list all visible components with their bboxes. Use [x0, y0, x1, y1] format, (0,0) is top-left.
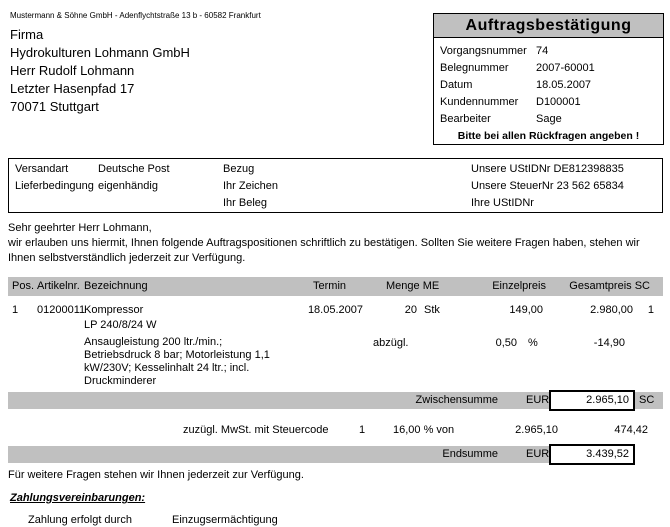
ihr-beleg-label: Ihr Beleg: [223, 197, 268, 209]
info-row-belegnummer: [440, 60, 663, 77]
info-value: Sage: [536, 113, 562, 125]
info-row-kundennummer: [440, 94, 663, 111]
recipient-line: Letzter Hasenpfad 17: [10, 81, 135, 96]
item-me: Stk: [424, 304, 440, 316]
item-discount-value: 0,50: [495, 337, 517, 349]
item-menge: 20: [404, 304, 417, 316]
vat-row: [8, 423, 663, 438]
grand-total-label: Endsumme: [442, 448, 498, 460]
item-row-description: [8, 336, 663, 392]
item-discount-label: abzügl.: [373, 337, 409, 349]
subtotal-value-box: [549, 390, 635, 411]
ustidnr-text: Unsere UStIDNr DE812398835: [471, 163, 624, 175]
vat-label: zuzügl. MwSt. mit Steuercode: [183, 424, 329, 436]
header-pos: Pos.: [12, 280, 35, 292]
subtotal-currency: EUR: [526, 394, 550, 406]
salutation-line: Ihnen selbstverständlich jederzeit zur Verfügung.: [8, 252, 246, 264]
salutation-line: wir erlauben uns hiermit, Ihnen folgende Auftragspositionen schriftlich zu bestätigen. Sollten Sie weitere Fragen haben, stehen wir: [8, 237, 640, 249]
item-desc-line: kW/230V; Kesselinhalt 24 ltr.; incl.: [84, 362, 250, 374]
info-value: D100001: [536, 96, 581, 108]
item-einzelpreis: 149,00: [509, 304, 543, 316]
item-artikelnr: 01200011: [37, 304, 86, 316]
payment-method-value: Einzugsermächtigung: [172, 514, 278, 526]
subtotal-sc-suffix: SC: [639, 394, 655, 406]
info-row-vorgangsnummer: [440, 43, 663, 60]
info-row-bearbeiter: [440, 111, 663, 128]
info-value: 2007-60001: [536, 62, 595, 74]
info-label: Bearbeiter: [440, 113, 491, 125]
closing-line: Für weitere Fragen stehen wir Ihnen jederzeit zur Verfügung.: [8, 469, 304, 481]
salutation-line: Sehr geehrter Herr Lohmann,: [8, 222, 152, 234]
lieferbedingung-label: Lieferbedingung: [15, 180, 94, 192]
header-menge-me: Menge ME: [386, 280, 440, 292]
document-title: Auftragsbestätigung: [434, 14, 663, 38]
item-discount-amount: -14,90: [593, 337, 625, 349]
grand-total-bar: [8, 446, 635, 463]
header-bezeichnung: Bezeichnung: [84, 280, 148, 292]
header-termin: Termin: [313, 280, 347, 292]
versandart-value: Deutsche Post: [98, 163, 170, 175]
lieferbedingung-value: eigenhändig: [98, 180, 158, 192]
info-label: Vorgangsnummer: [440, 45, 527, 57]
item-discount-unit: %: [528, 337, 538, 349]
items-table-header: [8, 277, 663, 296]
grand-total-value-box: [549, 444, 635, 465]
info-label: Kundennummer: [440, 96, 519, 108]
salutation-paragraph: [8, 221, 666, 266]
item-desc-line: Druckminderer: [84, 375, 157, 387]
item-row-main: [8, 303, 663, 318]
info-rows: [434, 38, 663, 128]
info-value: 18.05.2007: [536, 79, 592, 91]
versandart-label: Versandart: [15, 163, 69, 175]
header-artikelnr: Artikelnr.: [37, 280, 80, 292]
vat-rate: 16,00 % von: [393, 424, 455, 436]
subtotal-label: Zwischensumme: [415, 394, 498, 406]
payment-terms-heading: Zahlungsvereinbarungen:: [10, 492, 146, 504]
item-gesamtpreis: 2.980,00: [590, 304, 633, 316]
shipping-terms-box: [8, 158, 663, 213]
info-label: Datum: [440, 79, 473, 91]
subtotal-value: 2.965,10: [586, 394, 629, 406]
payment-method-label: Zahlung erfolgt durch: [28, 514, 132, 526]
vat-base: 2.965,10: [515, 424, 558, 436]
steuernr-text: Unsere SteuerNr 23 562 65834: [471, 180, 624, 192]
bezug-label: Bezug: [223, 163, 255, 175]
header-einzelpreis: Einzelpreis: [492, 280, 546, 292]
ihre-ustidnr-label: Ihre UStIDNr: [471, 197, 534, 209]
ihr-zeichen-label: Ihr Zeichen: [223, 180, 279, 192]
recipient-line: Hydrokulturen Lohmann GmbH: [10, 45, 190, 60]
grand-total-value: 3.439,52: [586, 448, 629, 460]
item-desc-line: Ansaugleistung 200 ltr./min.;: [84, 336, 223, 348]
item-pos: 1: [12, 304, 19, 316]
document-info-box: [433, 13, 664, 145]
sender-address-line: Mustermann & Söhne GmbH - Adenflychtstraße 13 b - 60582 Frankfurt: [10, 11, 261, 20]
info-note: Bitte bei allen Rückfragen angeben !: [457, 130, 640, 142]
info-value: 74: [536, 45, 549, 57]
vat-code: 1: [359, 424, 366, 436]
recipient-line: Herr Rudolf Lohmann: [10, 63, 135, 78]
recipient-line: 70071 Stuttgart: [10, 99, 99, 114]
item-row-name2: [8, 318, 663, 333]
info-label: Belegnummer: [440, 62, 509, 74]
item-desc-line: Betriebsdruck 8 bar; Motorleistung 1,1: [84, 349, 270, 361]
recipient-address-block: [10, 26, 190, 116]
vat-amount: 474,42: [614, 424, 648, 436]
item-termin: 18.05.2007: [307, 304, 363, 316]
item-sc: 1: [647, 304, 654, 316]
subtotal-bar: [8, 392, 663, 409]
info-row-datum: [440, 77, 663, 94]
header-gesamtpreis-sc: Gesamtpreis SC: [569, 280, 650, 292]
item-name: Kompressor: [84, 304, 144, 316]
item-name2: LP 240/8/24 W: [84, 319, 157, 331]
recipient-line: Firma: [10, 27, 44, 42]
grand-total-currency: EUR: [526, 448, 550, 460]
